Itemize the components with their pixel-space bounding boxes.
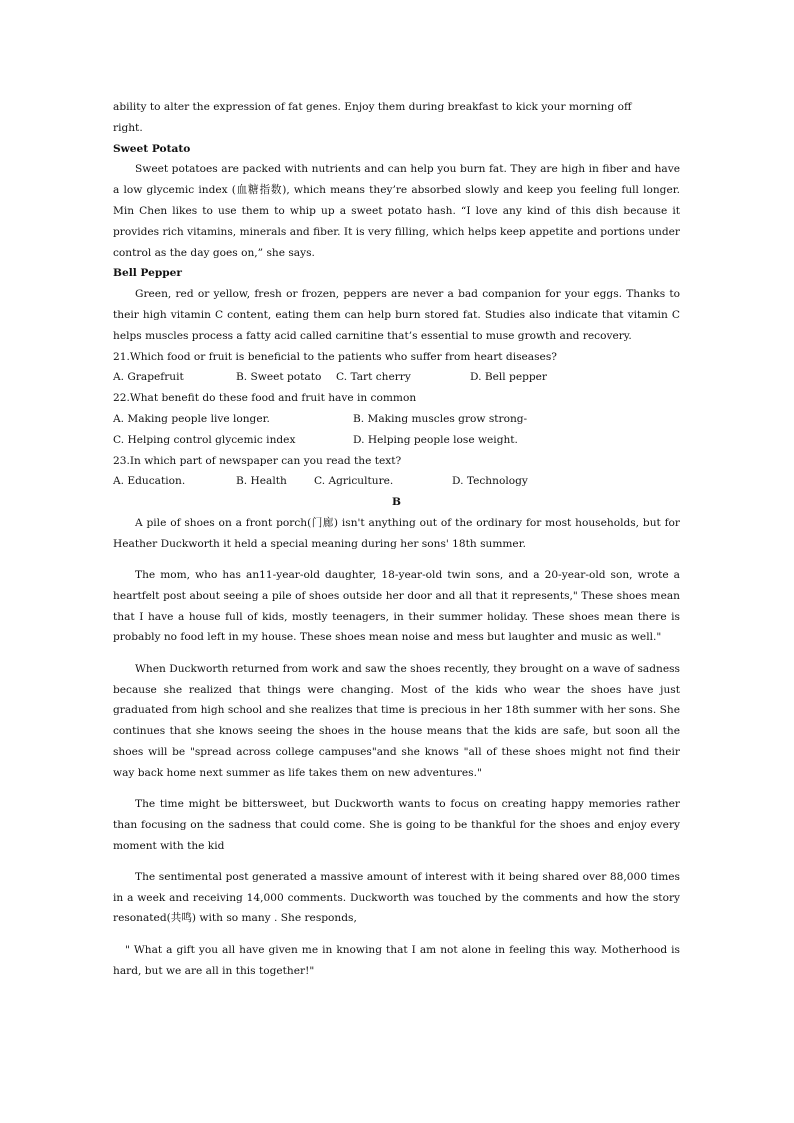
option: A. Education. — [113, 475, 186, 488]
question-22-options — [113, 409, 680, 430]
option: D. Technology — [452, 475, 528, 488]
option: C. Agriculture. — [314, 475, 394, 488]
passage-b-paragraph: " What a gift you all have given me in knowing that I am not alone in feeling this way. Motherhood is hard, but we are all in this together!" — [113, 943, 680, 977]
option: D. Helping people lose weight. — [353, 433, 518, 446]
question-23-stem: 23.In which part of newspaper can you read the text? — [113, 454, 402, 467]
question-21-stem: 21.Which food or fruit is beneficial to the patients who suffer from heart diseases? — [113, 350, 557, 363]
option: C. Helping control glycemic index — [113, 433, 296, 446]
sweet-potato-paragraph: Sweet potatoes are packed with nutrients and can help you burn fat. They are high in fiber and have a low glycemic index (血糖指数), which means they’re absorbed slowly and keep you feeling full longer. Min Chen likes to use them to whip up a sweet potato hash. “I love any kind of this dish because it provides rich vitamins, minerals and fiber. It is very filling, which helps keep appetite and portions under control as the day goes on,” she says. — [113, 163, 680, 259]
passage-b-label: B — [392, 496, 401, 509]
bell-pepper-heading: Bell Pepper — [113, 267, 182, 280]
document-page — [113, 97, 680, 981]
passage-b-paragraph: When Duckworth returned from work and saw the shoes recently, they brought on a wave of sadness because she realized that things were changing. Most of the kids who wear the shoes have just graduated from high school and she realizes that time is precious in her 18th summer with her sons. She continues that she knows seeing the shoes in the house means that the kids are safe, but soon all the shoes will be "spread across college campuses"and she knows "all of these shoes might not find their way back home next summer as life takes them on new adventures." — [113, 662, 680, 779]
option: D. Bell pepper — [470, 371, 547, 384]
option: B. Making muscles grow strong- — [353, 412, 528, 425]
passage-b-paragraph: The sentimental post generated a massive amount of interest with it being shared over 88,000 times in a week and receiving 14,000 comments. Duckworth was touched by the comments and how the story resonated(共鸣) with so many . She responds, — [113, 870, 680, 925]
intro-line: right. — [113, 121, 143, 134]
option: A. Grapefruit — [113, 371, 184, 384]
question-22-options — [113, 430, 680, 451]
passage-b-paragraph: The time might be bittersweet, but Duckworth wants to focus on creating happy memories rather than focusing on the sadness that could come. She is going to be thankful for the shoes and enjoy every moment with the kid — [113, 798, 680, 852]
passage-b-paragraph: The mom, who has an11-year-old daughter, 18-year-old twin sons, and a 20-year-old son, wrote a heartfelt post about seeing a pile of shoes outside her door and all that it represents," These shoes mean that I have a house full of kids, mostly teenagers, in their summer holiday. These shoes mean there is probably no food left in my house. These shoes mean noise and mess but laughter and music as well." — [113, 569, 680, 644]
question-21-options — [113, 367, 680, 388]
sweet-potato-heading: Sweet Potato — [113, 142, 191, 155]
question-22-stem: 22.What benefit do these food and fruit have in common — [113, 392, 417, 405]
bell-pepper-paragraph: Green, red or yellow, fresh or frozen, peppers are never a bad companion for your eggs. Thanks to their high vitamin C content, eating them can help burn stored fat. Studies also indicate that vitamin C helps muscles process a fatty acid called carnitine that’s essential to muse growth and recovery. — [113, 288, 680, 342]
passage-b-paragraph: A pile of shoes on a front porch(门廊) isn't anything out of the ordinary for most households, but for Heather Duckworth it held a special meaning during her sons' 18th summer. — [113, 516, 680, 550]
option: B. Health — [236, 475, 287, 488]
question-23-options — [113, 471, 680, 492]
option: B. Sweet potato — [236, 371, 322, 384]
option: A. Making people live longer. — [113, 412, 270, 425]
intro-line: ability to alter the expression of fat genes. Enjoy them during breakfast to kick your morning off — [113, 101, 632, 113]
option: C. Tart cherry — [336, 371, 411, 384]
